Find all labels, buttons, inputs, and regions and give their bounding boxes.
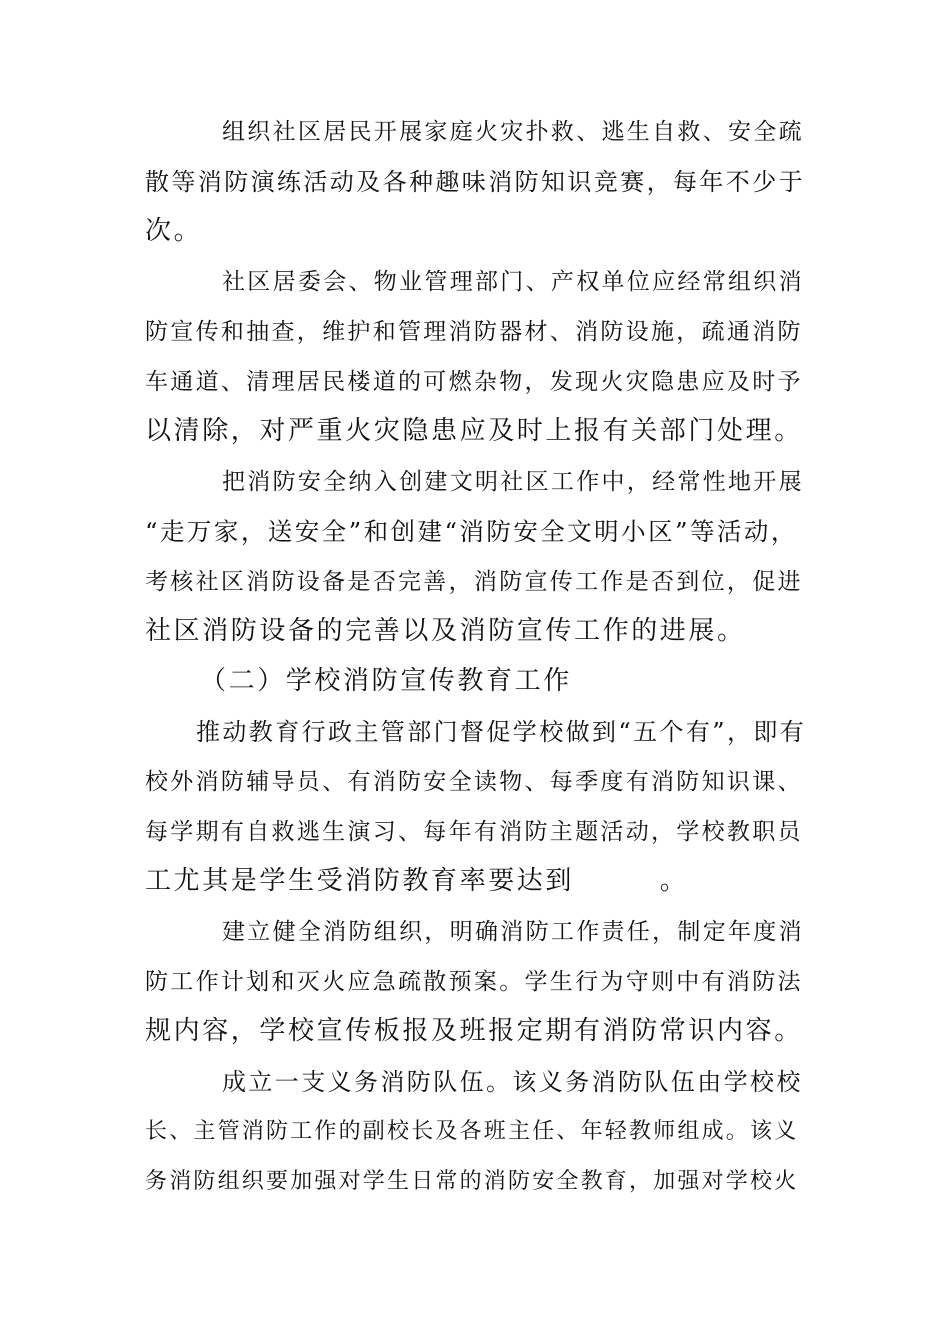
paragraph-4-line-3: 每学期有自救逃生演习、每年有消防主题活动，学校教职员 (145, 819, 803, 845)
section-heading: （二）学校消防宣传教育工作 (200, 666, 572, 696)
paragraph-6-line-2: 长、主管消防工作的副校长及各班主任、年轻教师组成。该义 (145, 1119, 799, 1144)
paragraph-5-line-3: 规内容，学校宣传板报及班报定期有消防常识内容。 (145, 1016, 803, 1046)
paragraph-4-line-1: 推动教育行政主管部门督促学校做到“五个有”，即有 (196, 718, 807, 746)
paragraph-5-line-2: 防工作计划和灭火应急疏散预案。学生行为守则中有消防法 (145, 969, 803, 995)
paragraph-2-line-4: 以清除，对严重火灾隐患应及时上报有关部门处理。 (145, 416, 803, 446)
paragraph-3-line-1: 把消防安全纳入创建文明社区工作中，经常性地开展 (222, 469, 804, 495)
paragraph-5-line-1: 建立健全消防组织，明确消防工作责任，制定年度消 (222, 919, 804, 945)
paragraph-2-line-1: 社区居委会、物业管理部门、产权单位应经常组织消 (222, 269, 804, 295)
paragraph-4-line-2: 校外消防辅导员、有消防安全读物、每季度有消防知识课、 (145, 769, 803, 795)
paragraph-2-line-3: 车通道、清理居民楼道的可燃杂物，发现火灾隐患应及时予 (145, 369, 803, 395)
paragraph-1-line-2: 散等消防演练活动及各种趣味消防知识竞赛，每年不少于 (145, 168, 805, 196)
paragraph-3-line-2: “走万家，送安全”和创建“消防安全文明小区”等活动， (145, 517, 798, 546)
paragraph-3-line-3: 考核社区消防设备是否完善，消防宣传工作是否到位，促进 (145, 569, 803, 595)
paragraph-1-line-1: 组织社区居民开展家庭火灾扑救、逃生自救、安全疏 (222, 119, 804, 145)
paragraph-1-line-3: 次。 (145, 216, 203, 246)
paragraph-4-line-4: 工尤其是学生受消防教育率要达到 。 (145, 866, 689, 896)
paragraph-2-line-2: 防宣传和抽查，维护和管理消防器材、消防设施，疏通消防 (145, 319, 803, 345)
paragraph-3-line-4: 社区消防设备的完善以及消防宣传工作的进展。 (145, 616, 746, 646)
paragraph-6-line-1: 成立一支义务消防队伍。该义务消防队伍由学校校 (222, 1068, 803, 1096)
paragraph-6-line-3: 务消防组织要加强对学生日常的消防安全教育，加强对学校火 (145, 1169, 799, 1194)
